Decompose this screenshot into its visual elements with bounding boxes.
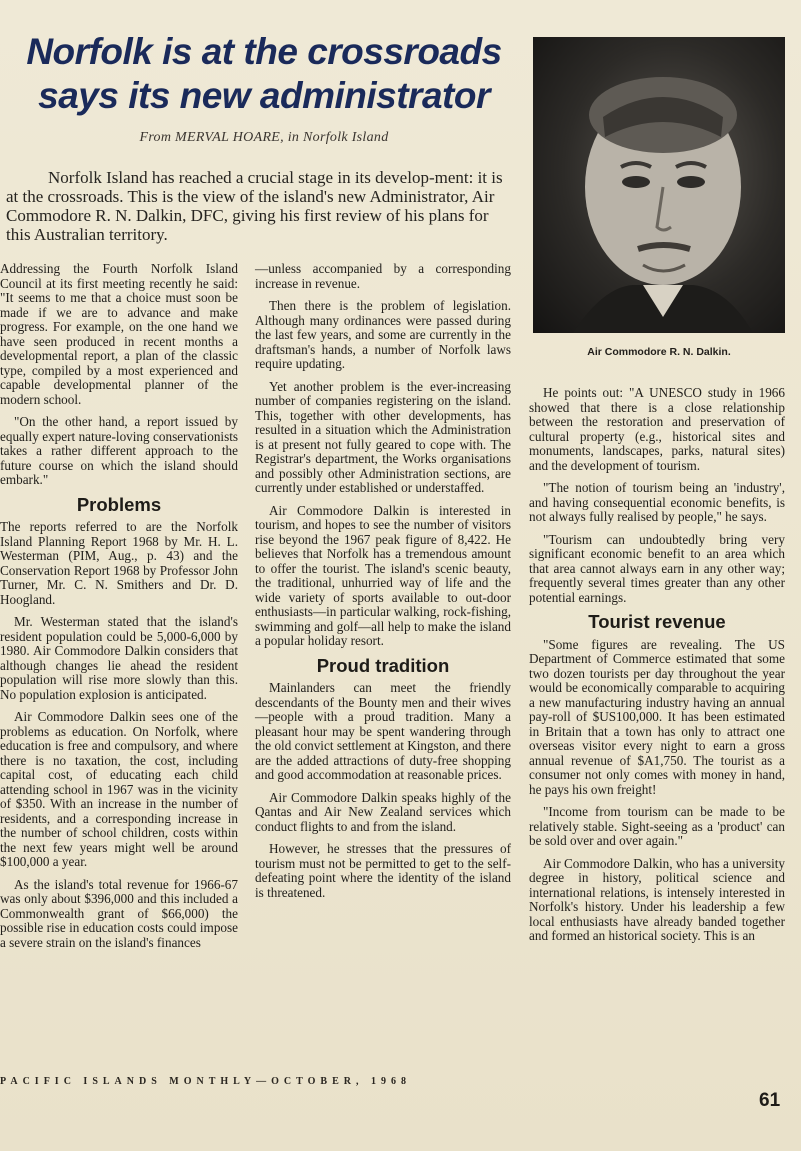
page-number: 61 [759,1090,781,1111]
paragraph: Then there is the problem of legislation. Although many ordinances were passed during the last few years, and some are currently in the draftsman's hands, a number of Norfolk laws require updating. [255,298,511,371]
photo-caption: Air Commodore R. N. Dalkin. [587,346,731,358]
paragraph: "On the other hand, a report issued by equally expert nature-loving conservationists takes a rather different approach to the future course on which the island should embark." [0,414,238,487]
paragraph: The reports referred to are the Norfolk Island Planning Report 1968 by Mr. H. L. Westerman (PIM, Aug., p. 43) and the Conservation Report 1968 by Professor John Turner, Mr. C. N. Smithers and Dr. D. Hoogland. [0,519,238,607]
portrait-photo [533,37,785,333]
paragraph: —unless accompanied by a corresponding increase in revenue. [255,261,511,291]
magazine-footer: PACIFIC ISLANDS MONTHLY—OCTOBER, 1968 [0,1076,411,1087]
paragraph: Air Commodore Dalkin speaks highly of the Qantas and Air New Zealand services which conduct flights to and from the island. [255,789,511,834]
paragraph: "Some figures are revealing. The US Department of Commerce estimated that some two dozen tourists per day throughout the year would be economically comparable to acquiring a new manufacturing industry having an annual pay-roll of $US100,000. It has been estimated in Britain that a town has only to attract one overseas visitor every night to earn a gross annual revenue of $A1,750. The tourist as a consumer not only comes with money in hand, he pays his own freight! [529,636,785,797]
paragraph: As the island's total revenue for 1966-67 was only about $396,000 and this included a Commonwealth grant of $66,000) the possible rise in education costs could impose a severe strain on the island's finances [0,876,238,950]
paragraph: Addressing the Fourth Norfolk Island Council at its first meeting recently he said: "It seems to me that a choice must soon be made if we are to advance and make progress. For example, on the one hand we have seen produced in recent months a developmental report, a plan of the classic type, compiled by a most experienced and capable developmental planner of the modern school. [0,261,238,407]
section-heading-proud-tradition: Proud tradition [316,654,450,676]
article-headline [20,30,508,118]
paragraph: Mr. Westerman stated that the island's resident population could be 5,000-6,000 by 1980. Air Commodore Dalkin considers that although changes lie ahead the resident population will rise more slowly than this. No population explosion is anticipated. [0,614,238,702]
section-heading-tourist-revenue: Tourist revenue [588,611,726,632]
paragraph: However, he stresses that the pressures of tourism must not be permitted to get to the self-defeating point where the identity of the island is threatened. [255,841,511,900]
paragraph: Air Commodore Dalkin is interested in tourism, and hopes to see the number of visitors rise beyond the 1967 peak figure of 8,422. He believes that Norfolk has a tremendous amount to offer the tourist. The island's scenic beauty, the traditional, unhurried way of life and the wide variety of sports available to out-door enthusiasts—in particular walking, rock-fishing, swimming and golf—all help to make the island a popular holiday resort. [255,502,511,648]
text-column-1 [0,262,238,958]
portrait-illustration [533,37,785,333]
paragraph: Yet another problem is the ever-increasing number of companies registering on the island. This, together with other developments, has resulted in a situation which the Administration is at present not fully geared to cope with. The Registrar's department, the Works organisations and possibly other Administration sections, are currently under established or understaffed. [255,378,511,495]
paragraph: Air Commodore Dalkin, who has a university degree in history, political science and international relations, is intensely interested in Norfolk's history. Under his leadership a few local enthusiasts have already banded together and formed an historical society. This is an [529,855,785,943]
paragraph: Mainlanders can meet the friendly descendants of the Bounty men and their wives—people with a proud tradition. Many a pleasant hour may be spent wandering through the old convict settlement at Kingston, and there are the added attractions of duty-free shopping and good accommodation at reasonable prices. [255,680,511,782]
headline-line-2: says its new administrator [38,75,490,116]
section-heading-problems: Problems [76,493,162,515]
paragraph: "Tourism can undoubtedly bring very significant economic benefit to an area which that area cannot always earn in any other way; frequently several times greater than any other potential earnings. [529,531,785,605]
article-intro: Norfolk Island has reached a crucial stage in its develop-ment: it is at the crossroads. This is the view of the island's new Administrator, Air Commodore R. N. Dalkin, DFC, giving his first review of his plans for this Australian territory. [6,168,503,244]
byline: From MERVAL HOARE, in Norfolk Island [139,130,389,145]
paragraph: He points out: "A UNESCO study in 1966 showed that there is a close relationship between the restoration and preservation of cultural property (e.g., historical sites and monuments, landscapes, parks, natural sites) and the development of tourism. [529,385,785,473]
text-column-3 [529,386,785,952]
text-column-2 [255,262,511,908]
paragraph: "The notion of tourism being an 'industry', and having consequential economic benefits, is not always fully realised by people," he says. [529,480,785,524]
headline-line-1: Norfolk is at the crossroads [26,31,502,72]
paragraph: "Income from tourism can be made to be relatively stable. Sight-seeing as a 'product' can be sold over and over again." [529,804,785,848]
paragraph: Air Commodore Dalkin sees one of the problems as education. On Norfolk, where education is free and compulsory, and where there is no taxation, the cost, including capital cost, of educating each child attending school in 1967 was in the vicinity of $350. With an increase in the number of residents, and a corresponding increase in the number of school children, costs within the next few years might well be around $100,000 a year. [0,709,238,869]
